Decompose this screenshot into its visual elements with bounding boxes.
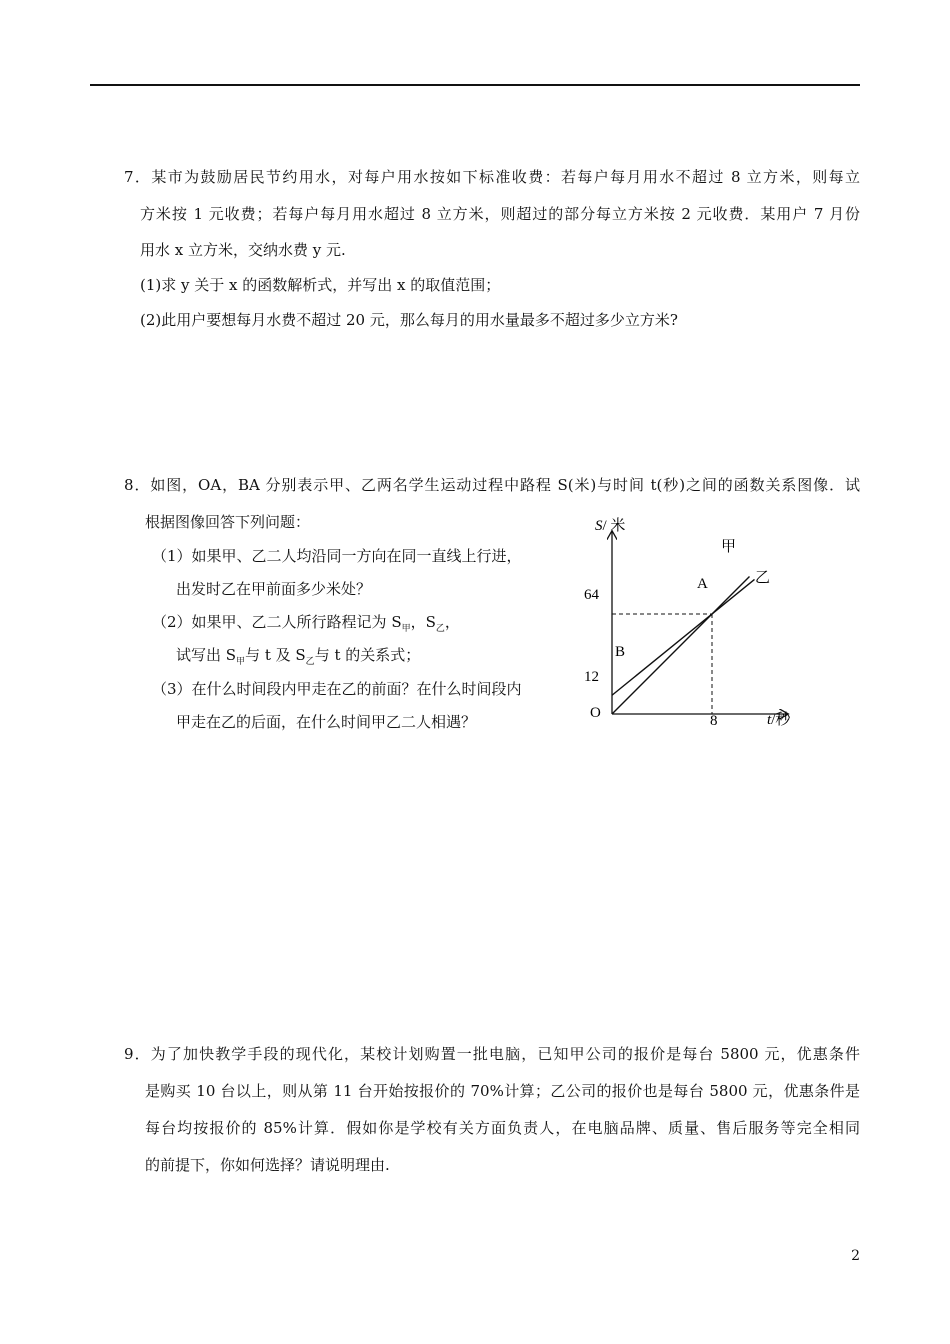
tick-label-y-64: 64 <box>584 587 599 603</box>
q9-line-1: 9．为了加快教学手段的现代化，某校计划购置一批电脑，已知甲公司的报价是每台 5800 元，优惠条件 <box>124 1045 860 1063</box>
q8-line-1: 8．如图，OA，BA 分别表示甲、乙两名学生运动过程中路程 S(米)与时间 t(秒)之间的函数关系图像．试 <box>124 476 860 494</box>
legend-label-yi: 乙 <box>755 570 771 586</box>
point-label-b: B <box>615 644 626 660</box>
distance-time-chart <box>575 510 810 740</box>
q7-line-2: 方米按 1 元收费；若每户每月用水超过 8 立方米，则超过的部分每立方米按 2 元收费．某用户 7 月份 <box>140 205 860 223</box>
q9-line-4: 的前提下，你如何选择？请说明理由. <box>145 1156 390 1174</box>
legend-label-jia: 甲 <box>721 539 737 555</box>
subscript-jia: 甲 <box>236 657 246 667</box>
q8-part-2a <box>152 612 460 639</box>
q7-line-3: 用水 x 立方米，交纳水费 y 元. <box>140 241 346 259</box>
x-axis-label: t/秒 <box>767 712 791 728</box>
tick-label-y-12: 12 <box>584 669 599 685</box>
q8-part-2a-end: ， <box>444 613 460 631</box>
q7-line-1: 7．某市为鼓励居民节约用水，对每户用水按如下标准收费：若每户每月用水不超过 8 立方米，则每立 <box>124 168 860 186</box>
origin-label: O <box>590 705 601 721</box>
subscript-yi: 乙 <box>305 657 315 667</box>
header-rule <box>90 84 860 86</box>
q8-part-2b-mid: 与 t 及 S <box>245 646 306 664</box>
tick-label-x-8: 8 <box>710 713 718 729</box>
q8-part-3a: （3）在什么时间段内甲走在乙的前面？在什么时间段内 <box>152 680 522 698</box>
y-axis-label: S/ 米 <box>595 518 626 534</box>
series-line-yi <box>612 579 755 695</box>
q9-line-2: 是购买 10 台以上，则从第 11 台开始按报价的 70%计算；乙公司的报价也是每台 5800 元，优惠条件是 <box>145 1082 860 1100</box>
q8-part-3b: 甲走在乙的后面，在什么时间甲乙二人相遇？ <box>176 713 477 731</box>
page-number: 2 <box>851 1248 860 1264</box>
q8-part-2a-text: （2）如果甲、乙二人所行路程记为 S <box>152 613 402 631</box>
q8-part-1b: 出发时乙在甲前面多少米处？ <box>176 580 372 598</box>
subscript-jia: 甲 <box>401 624 411 634</box>
q7-part-2: (2)此用户要想每月水费不超过 20 元，那么每月的用水量最多不超过多少立方米? <box>140 311 678 329</box>
series-line-jia <box>612 577 750 715</box>
q8-part-2b-text: 试写出 S <box>176 646 237 664</box>
q8-part-2a-mid: ，S <box>410 613 436 631</box>
q8-part-2b <box>176 645 420 672</box>
q8-line-2: 根据图像回答下列问题： <box>145 513 311 531</box>
subscript-yi: 乙 <box>435 624 445 634</box>
point-label-a: A <box>697 576 708 592</box>
q9-line-3: 每台均按报价的 85%计算．假如你是学校有关方面负责人，在电脑品牌、质量、售后服务等完全相同 <box>145 1119 860 1137</box>
q8-part-2b-end: 与 t 的关系式； <box>314 646 421 664</box>
q8-part-1a: （1）如果甲、乙二人均沿同一方向在同一直线上行进， <box>152 547 522 565</box>
q7-part-1: (1)求 y 关于 x 的函数解析式，并写出 x 的取值范围； <box>140 276 501 294</box>
